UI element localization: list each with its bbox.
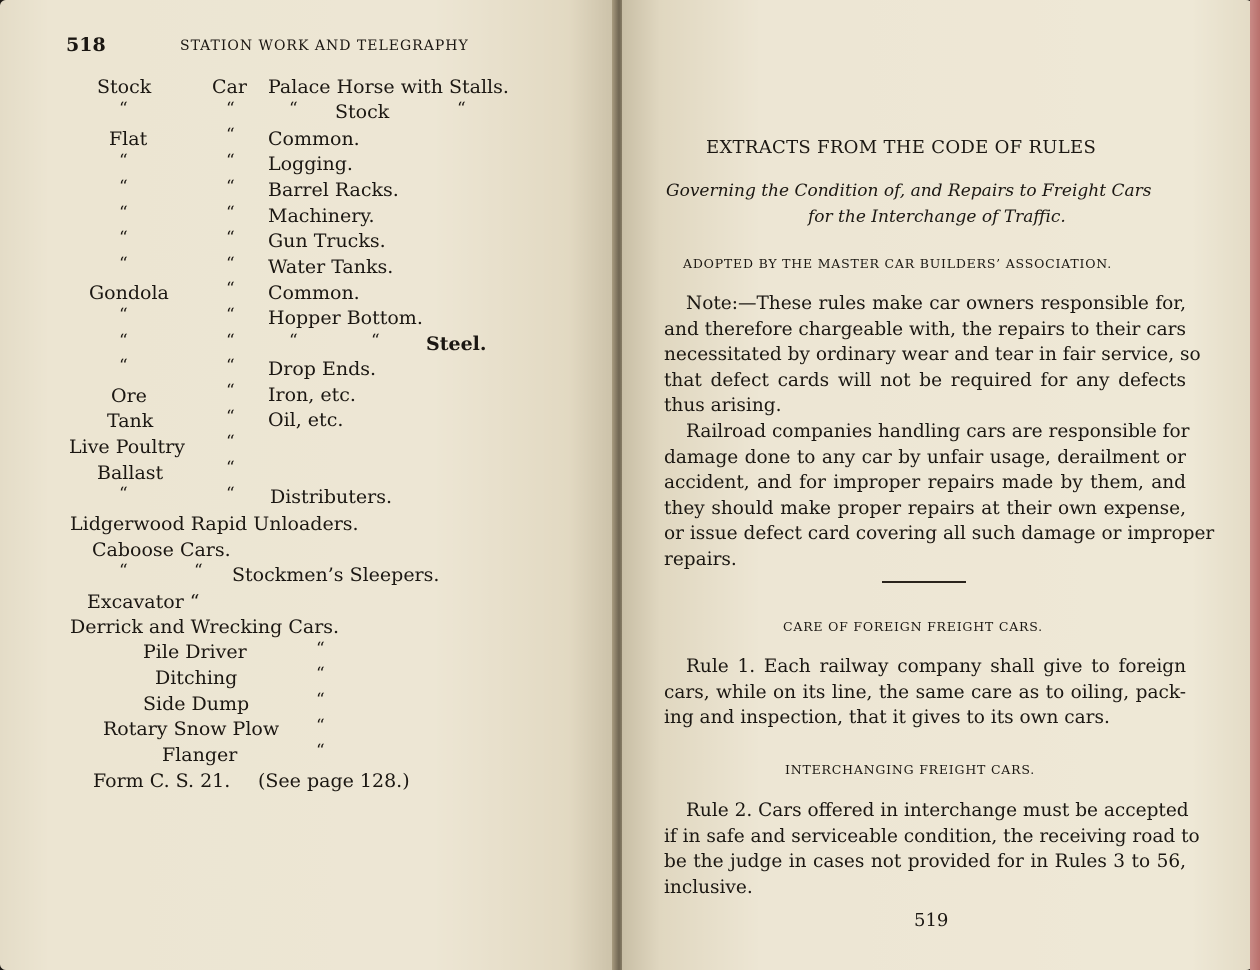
rules-subheading-1: Governing the Condition of, and Repairs to Freight Cars — [666, 181, 1152, 201]
row-ditto: “ — [119, 561, 128, 581]
row-ditto: “ — [226, 254, 235, 274]
row-type: Ore — [111, 385, 147, 407]
row-desc: Palace Horse with Stalls. — [268, 76, 509, 98]
row-ditto: “ — [119, 305, 128, 325]
section-divider — [882, 581, 966, 583]
note-paragraph — [664, 291, 1201, 419]
railroad-line: Railroad companies handling cars are responsible for — [686, 421, 1190, 442]
row-desc: Common. — [268, 282, 360, 304]
row-desc: Logging. — [268, 153, 353, 175]
row-ditto: “ — [289, 331, 298, 351]
railroad-line: damage done to any car by unfair usage, derailment or — [664, 446, 1186, 468]
excavator-line: Excavator “ — [87, 591, 200, 613]
row-ditto: “ — [289, 99, 298, 119]
row-type: Tank — [107, 410, 154, 432]
note-line: and therefore chargeable with, the repairs to their cars — [664, 318, 1186, 340]
row-type: Flat — [109, 128, 148, 150]
row-ditto: “ — [316, 741, 325, 761]
note-line: thus arising. — [664, 395, 782, 417]
row-ditto: “ — [226, 432, 235, 452]
row-ditto: “ — [119, 203, 128, 223]
note-line: necessitated by ordinary wear and tear in fair service, so — [664, 344, 1201, 366]
row-ditto: “ — [226, 331, 235, 351]
rule1-paragraph — [664, 654, 1186, 731]
row-desc: Distributers. — [270, 486, 393, 508]
rule2-line: if in safe and serviceable condition, the receiving road to — [664, 825, 1200, 847]
interchanging-heading: INTERCHANGING FREIGHT CARS. — [785, 762, 1036, 777]
row-type: Gondola — [89, 282, 169, 304]
row-ditto: “ — [119, 356, 128, 376]
row-ditto: “ — [226, 177, 235, 197]
derrick-item: Rotary Snow Plow — [103, 718, 280, 740]
note-line: that defect cards will not be required for any defects — [664, 369, 1186, 391]
book-edge — [1250, 0, 1260, 970]
row-desc: Stock — [335, 101, 390, 123]
row-ditto: “ — [316, 716, 325, 736]
row-car: Car — [212, 76, 247, 98]
right-page-number: 519 — [914, 910, 949, 931]
row-ditto: “ — [226, 151, 235, 171]
rule2-line: inclusive. — [664, 876, 753, 898]
row-ditto: “ — [226, 305, 235, 325]
row-ditto: “ — [119, 228, 128, 248]
note-line: Note:—These rules make car owners responsible for, — [686, 293, 1186, 314]
derrick-item: Pile Driver — [143, 641, 247, 663]
row-ditto: “ — [316, 639, 325, 659]
row-ditto: “ — [226, 279, 235, 299]
derrick-item: Ditching — [155, 667, 238, 689]
row-ditto: “ — [119, 99, 128, 119]
care-heading: CARE OF FOREIGN FREIGHT CARS. — [783, 619, 1043, 634]
railroad-paragraph — [664, 419, 1215, 573]
row-ditto: “ — [119, 151, 128, 171]
row-desc: Drop Ends. — [268, 358, 377, 380]
row-ditto: “ — [226, 407, 235, 427]
row-ditto: “ — [226, 99, 235, 119]
row-desc: Iron, etc. — [268, 384, 356, 406]
row-ditto: “ — [371, 331, 380, 351]
row-type: Stock — [97, 76, 152, 98]
row-ditto: “ — [119, 331, 128, 351]
rules-subheading-2: for the Interchange of Traffic. — [808, 207, 1066, 227]
lidgerwood-line: Lidgerwood Rapid Unloaders. — [70, 513, 359, 535]
row-desc: Barrel Racks. — [268, 179, 399, 201]
rule2-paragraph — [664, 798, 1200, 900]
row-ditto: “ — [457, 99, 466, 119]
rule1-line: Rule 1. Each railway company shall give to foreign — [686, 656, 1186, 677]
row-ditto: “ — [226, 484, 235, 504]
row-ditto: “ — [226, 228, 235, 248]
rule1-line: ing and inspection, that it gives to its own cars. — [664, 707, 1110, 729]
row-ditto: “ — [119, 177, 128, 197]
row-ditto: “ — [226, 125, 235, 145]
row-ditto: “ — [119, 484, 128, 504]
rule2-line: be the judge in cases not provided for in Rules 3 to 56, — [664, 851, 1186, 873]
rule2-line: Rule 2. Cars offered in interchange must be accepted — [686, 800, 1189, 821]
row-ditto: “ — [226, 356, 235, 376]
derrick-line: Derrick and Wrecking Cars. — [70, 616, 340, 638]
row-desc: Water Tanks. — [268, 256, 394, 278]
stockmens-line: Stockmen’s Sleepers. — [232, 564, 440, 586]
form-label: Form C. S. 21. — [93, 770, 231, 792]
row-ditto: “ — [226, 458, 235, 478]
row-ditto: “ — [119, 254, 128, 274]
railroad-line: accident, and for improper repairs made by them, and — [664, 472, 1186, 494]
railroad-line: they should make proper repairs at their own expense, — [664, 497, 1186, 519]
left-page-number: 518 — [66, 34, 106, 56]
row-type: Live Poultry — [69, 436, 185, 458]
row-ditto: “ — [316, 690, 325, 710]
row-ditto: “ — [226, 203, 235, 223]
row-ditto: “ — [194, 561, 203, 581]
rules-heading: EXTRACTS FROM THE CODE OF RULES — [706, 137, 1097, 158]
row-desc: Steel. — [426, 333, 487, 355]
row-desc: Common. — [268, 128, 360, 150]
derrick-item: Side Dump — [143, 693, 250, 715]
railroad-line: or issue defect card covering all such damage or improper — [664, 523, 1215, 545]
form-ref: (See page 128.) — [258, 770, 410, 792]
row-desc: Hopper Bottom. — [268, 307, 423, 329]
railroad-line: repairs. — [664, 548, 737, 570]
row-ditto: “ — [316, 664, 325, 684]
row-ditto: “ — [226, 381, 235, 401]
row-desc: Oil, etc. — [268, 409, 344, 431]
caboose-line: Caboose Cars. — [92, 539, 231, 561]
row-desc: Gun Trucks. — [268, 230, 386, 252]
adopted-line: ADOPTED BY THE MASTER CAR BUILDERS’ ASSOCIATION. — [683, 256, 1112, 271]
derrick-item: Flanger — [162, 744, 238, 766]
rule1-line: cars, while on its line, the same care as to oiling, pack- — [664, 681, 1186, 703]
left-running-head: STATION WORK AND TELEGRAPHY — [180, 38, 469, 54]
row-desc: Machinery. — [268, 205, 375, 227]
left-page — [0, 0, 618, 970]
row-type: Ballast — [97, 462, 164, 484]
